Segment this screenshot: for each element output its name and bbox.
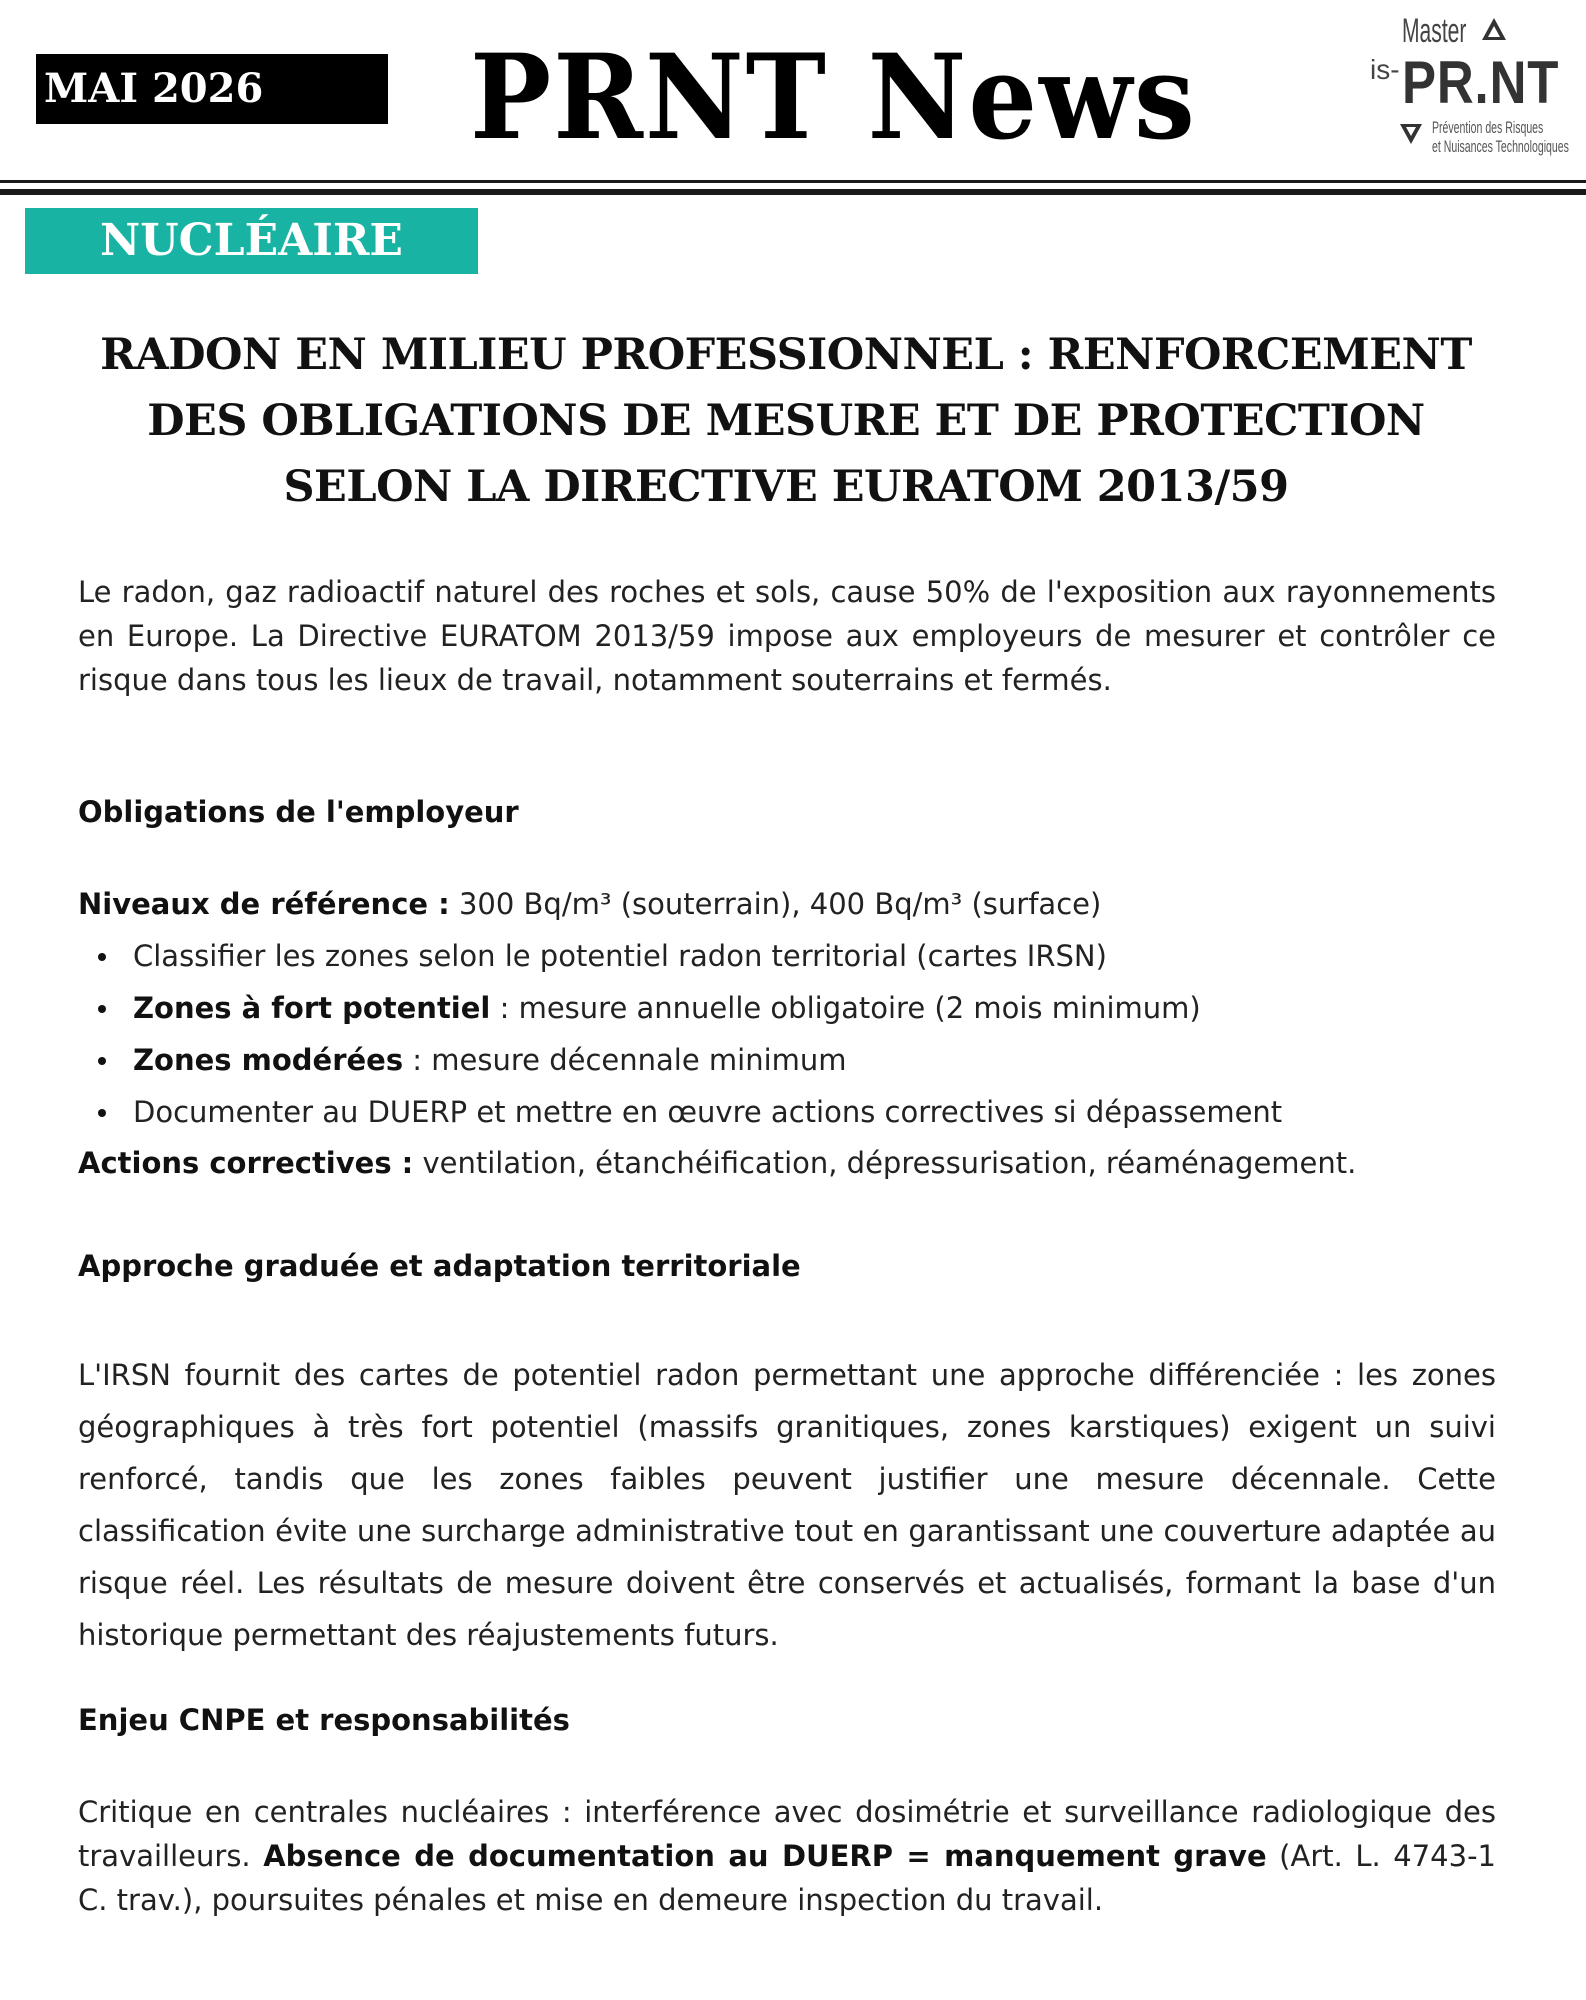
logo-tagline-line-1: Prévention des Risques [1432,118,1544,137]
list-item [78,1092,1496,1144]
triangle-down-icon [1398,122,1424,146]
master-prnt-logo [1370,10,1570,170]
enjeu-heading: Enjeu CNPE et responsabilités [78,1703,570,1737]
corrective-actions-label: Actions correctives : [78,1146,414,1180]
bullet-bold: Zones modérées [133,1043,404,1077]
list-item [78,936,1496,988]
corrective-actions-line [78,1143,1496,1183]
approche-paragraph: L'IRSN fournit des cartes de potentiel radon permettant une approche différenciée : les zones géographiques à très fort potentiel (massifs granitiques, zones karstiques) exigent un suivi renforcé, tandis que les zones faibles peuvent justifier une mesure décennale. Cette classification évite une surcharge administrative tout en garantissant une couverture adaptée au risque réel. Les résultats de mesure doivent être conservés et actualisés, formant la base d'un historique permettant des réajustements futurs. [78,1358,1496,1652]
newsletter-title: PRNT News [470,29,1197,167]
bullet-text: Classifier les zones selon le potentiel radon territorial (cartes IRSN) [133,939,1107,973]
reference-levels-text: 300 Bq/m³ (souterrain), 400 Bq/m³ (surface) [449,887,1102,921]
corrective-actions-text: ventilation, étanchéification, dépressurisation, réaménagement. [413,1146,1357,1180]
logo-tagline [1432,118,1569,156]
section-tag: NUCLÉAIRE [25,208,478,274]
logo-tagline-line-2: et Nuisances Technologiques [1432,137,1569,156]
reference-levels-line [78,884,1496,924]
article-headline: RADON EN MILIEU PROFESSIONNEL : RENFORCEMENT DES OBLIGATIONS DE MESURE ET DE PROTECTION SELON LA DIRECTIVE EURATOM 2013/59 [100,330,1472,512]
enjeu-text-2: (Art. L. 4743-1 C. trav.), poursuites pénales et mise en demeure inspection du travail. [78,1839,1497,1917]
enjeu-paragraph [78,1790,1496,1922]
obligations-heading: Obligations de l'employeur [78,795,519,829]
bullet-icon [98,1109,106,1117]
bullet-bold: Zones à fort potentiel [133,991,491,1025]
masthead-rule-thick [0,189,1586,195]
bullet-text: Documenter au DUERP et mettre en œuvre actions correctives si dépassement [133,1095,1283,1129]
bullet-icon [98,1005,106,1013]
approche-heading: Approche graduée et adaptation territoriale [78,1249,801,1283]
issue-date: MAI 2026 [36,54,388,124]
bullet-text: : mesure décennale minimum [403,1043,847,1077]
obligations-bullet-list [78,936,1496,1144]
bullet-icon [98,953,106,961]
logo-is-text: is- [1370,54,1400,85]
reference-levels-label: Niveaux de référence : [78,887,450,921]
intro-paragraph: Le radon, gaz radioactif naturel des roches et sols, cause 50% de l'exposition aux rayonnements en Europe. La Directive EURATOM 2013/59 impose aux employeurs de mesurer et contrôler ce risque dans tous les lieux de travail, notamment souterrains et fermés. [78,575,1496,697]
bullet-icon [98,1057,106,1065]
triangle-up-icon [1480,16,1508,42]
masthead-rule-thin [0,180,1586,183]
list-item [78,988,1496,1040]
bullet-text: : mesure annuelle obligatoire (2 mois minimum) [490,991,1201,1025]
logo-master-text: Master [1402,12,1467,50]
enjeu-text-bold: Absence de documentation au DUERP = manquement grave [263,1839,1267,1873]
logo-prnt-text: PR.NT [1402,49,1560,116]
enjeu-text-1: Critique en centrales nucléaires : interférence avec dosimétrie et surveillance radiologique des travailleurs. [78,1795,1496,1873]
list-item [78,1040,1496,1092]
